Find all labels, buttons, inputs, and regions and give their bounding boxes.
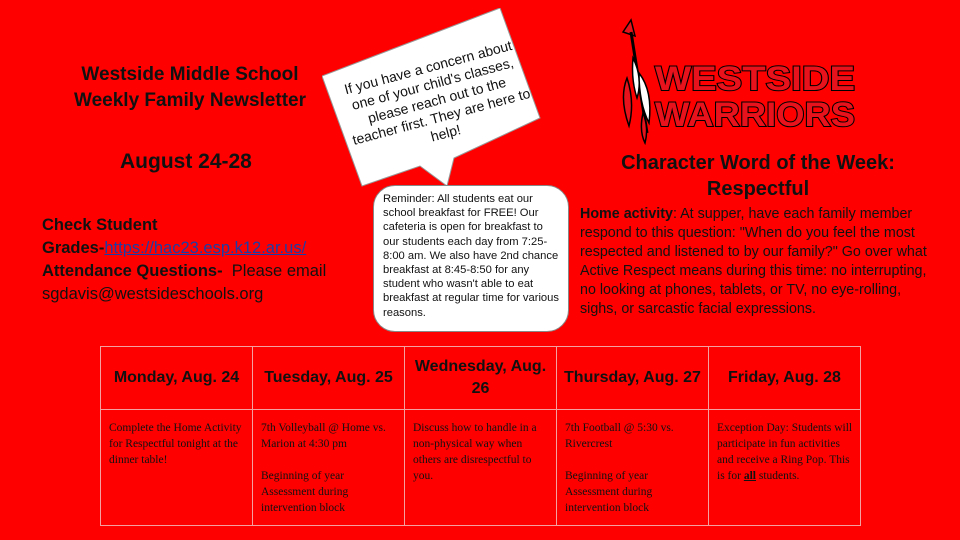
wednesday-events: Discuss how to handle in a non-physical way when others are disrespectful to you. [413, 422, 537, 482]
attendance-label: Attendance Questions- [42, 262, 223, 280]
day-header-tuesday: Tuesday, Aug. 25 [253, 347, 405, 410]
title-line-1: Westside Middle School [81, 64, 299, 85]
weekly-schedule [100, 346, 861, 526]
newsletter-title [40, 62, 340, 114]
character-word [578, 150, 938, 202]
friday-events-end: students. [755, 470, 800, 482]
day-header-monday: Monday, Aug. 24 [101, 347, 253, 410]
day-cell-monday [101, 410, 253, 526]
day-cell-wednesday [405, 410, 557, 526]
monday-events: Complete the Home Activity for Respectful tonight at the dinner table! [109, 422, 242, 466]
day-cell-thursday [557, 410, 709, 526]
logo-line-2: WARRIORS [655, 96, 855, 134]
attendance-email: sgdavis@westsideschools.org [42, 285, 264, 303]
schedule-header-row [101, 347, 861, 410]
westside-warriors-logo [615, 18, 865, 148]
friday-events: Exception Day: Students will participate in fun activities and receive a Ring Pop. This is for [717, 422, 853, 482]
attendance-text: Please email [231, 262, 327, 280]
thursday-events: 7th Football @ 5:30 vs. Rivercrest Beginning of year Assessment during intervention block [565, 422, 674, 514]
home-activity [580, 205, 935, 319]
home-activity-label: Home activity [580, 206, 673, 222]
grades-label-1: Check Student [42, 216, 158, 234]
friday-all-emphasis: all [743, 470, 756, 482]
character-value: Respectful [706, 178, 810, 200]
day-header-wednesday: Wednesday, Aug. 26 [405, 347, 557, 410]
day-header-thursday: Thursday, Aug. 27 [557, 347, 709, 410]
day-cell-tuesday [253, 410, 405, 526]
character-heading: Character Word of the Week: [621, 152, 895, 174]
title-line-2: Weekly Family Newsletter [74, 90, 306, 111]
arrow-feather-icon [623, 20, 650, 143]
breakfast-reminder: Reminder: All students eat our school breakfast for FREE! Our cafeteria is open for breakfast to our students each day from 7:25-8:00 am. We also have 2nd chance breakfast at 8:45-8:50 for any student who wasn't able to eat breakfast at regular time for various reasons. [373, 185, 569, 332]
day-cell-friday [709, 410, 861, 526]
schedule-body-row [101, 410, 861, 526]
grades-label-2: Grades- [42, 239, 105, 257]
day-header-friday: Friday, Aug. 28 [709, 347, 861, 410]
logo-line-1: WESTSIDE [655, 60, 855, 98]
grades-link[interactable]: https://hac23.esp.k12.ar.us/ [104, 239, 307, 257]
week-dates: August 24-28 [120, 150, 252, 173]
home-activity-text: : At supper, have each family member respond to this question: "When do you feel the most respected and listened to by our family?" Go over what Active Respect means during this time: no interrupting, no looking at phones, tablets, or TV, no eye-rolling, sighs, or sarcastic facial expressions. [580, 206, 927, 317]
concern-callout-text: If you have a concern about one of your child's classes, please reach out to the teacher first. They are here to help! [342, 37, 532, 148]
contact-info [42, 214, 382, 306]
tuesday-events: 7th Volleyball @ Home vs. Marion at 4:30 pm Beginning of year Assessment during intervention block [261, 422, 386, 514]
concern-callout [322, 8, 562, 188]
